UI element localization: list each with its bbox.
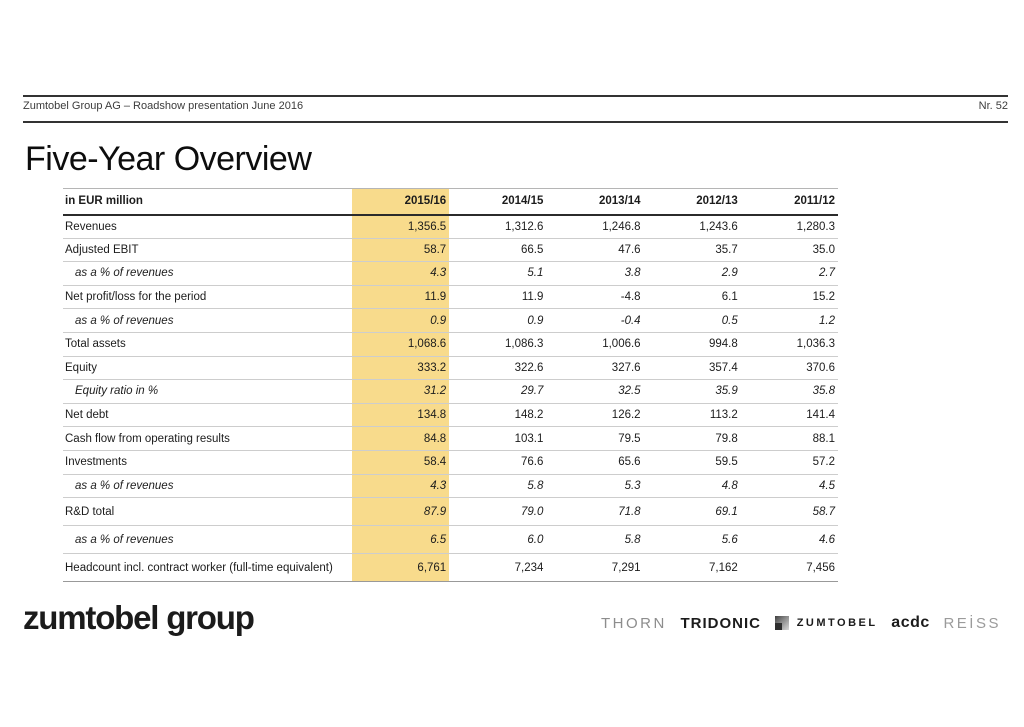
row-label: Net profit/loss for the period [63,285,352,309]
value-cell: 11.9 [449,285,546,309]
value-cell: 35.0 [741,238,838,262]
value-cell: 84.8 [352,427,449,451]
value-cell: 29.7 [449,380,546,404]
row-label: Headcount incl. contract worker (full-time equivalent) [63,554,352,582]
column-header-2012-13: 2012/13 [644,189,741,215]
value-cell: 6.5 [352,526,449,554]
value-cell: 4.5 [741,474,838,498]
row-label: as a % of revenues [63,474,352,498]
value-cell: 76.6 [449,450,546,474]
row-label: as a % of revenues [63,309,352,333]
value-cell: 5.3 [546,474,643,498]
row-label: R&D total [63,498,352,526]
value-cell: 58.7 [352,238,449,262]
value-cell: 5.8 [546,526,643,554]
value-cell: 327.6 [546,356,643,380]
value-cell: 1,006.6 [546,332,643,356]
table-row [63,403,838,427]
value-cell: 370.6 [741,356,838,380]
row-label: Investments [63,450,352,474]
table-header-row [63,189,838,215]
header-bottom-rule [23,121,1008,123]
table-row [63,474,838,498]
brand-logo-label: acdc [891,614,930,631]
value-cell: 58.4 [352,450,449,474]
table-row [63,309,838,333]
brand-logo-label: THORN [601,614,667,632]
value-cell: 88.1 [741,427,838,451]
value-cell: 7,291 [546,554,643,582]
value-cell: 1,280.3 [741,215,838,239]
slide-header [23,100,1008,112]
value-cell: 79.8 [644,427,741,451]
table-row [63,380,838,404]
value-cell: 7,234 [449,554,546,582]
value-cell: 1,243.6 [644,215,741,239]
table-row [63,262,838,286]
value-cell: 0.9 [449,309,546,333]
value-cell: 4.3 [352,262,449,286]
value-cell: 4.3 [352,474,449,498]
brand-logo-tridonic [681,615,762,632]
brand-logo-label: ZUMTOBEL [796,617,878,629]
row-label: Equity ratio in % [63,380,352,404]
value-cell: 1,086.3 [449,332,546,356]
value-cell: 11.9 [352,285,449,309]
column-header-2013-14: 2013/14 [546,189,643,215]
value-cell: 1.2 [741,309,838,333]
value-cell: 35.8 [741,380,838,404]
value-cell: 1,356.5 [352,215,449,239]
value-cell: 35.9 [644,380,741,404]
table-body [63,215,838,582]
column-header-2015-16: 2015/16 [352,189,449,215]
value-cell: 57.2 [741,450,838,474]
brand-logo-thorn [601,615,667,632]
value-cell: 4.8 [644,474,741,498]
value-cell: 126.2 [546,403,643,427]
value-cell: 113.2 [644,403,741,427]
value-cell: 6.1 [644,285,741,309]
unit-label: in EUR million [63,189,352,215]
brand-logo-acdc [891,614,929,632]
value-cell: 79.5 [546,427,643,451]
row-label: Cash flow from operating results [63,427,352,451]
value-cell: 5.1 [449,262,546,286]
brand-logo-reiss [943,615,1001,632]
row-label: as a % of revenues [63,262,352,286]
value-cell: 0.5 [644,309,741,333]
row-label: as a % of revenues [63,526,352,554]
value-cell: 2.9 [644,262,741,286]
value-cell: 994.8 [644,332,741,356]
value-cell: 148.2 [449,403,546,427]
value-cell: 6.0 [449,526,546,554]
page-title: Five-Year Overview [25,140,312,178]
table-row [63,215,838,239]
page-number: Nr. 52 [978,100,1008,112]
zumtobel-square-icon [775,616,789,630]
zumtobel-group-wordmark: zumtobel group [23,599,254,636]
value-cell: 3.8 [546,262,643,286]
value-cell: 0.9 [352,309,449,333]
value-cell: 71.8 [546,498,643,526]
table-row [63,356,838,380]
value-cell: 69.1 [644,498,741,526]
table-row [63,332,838,356]
value-cell: 322.6 [449,356,546,380]
column-header-2014-15: 2014/15 [449,189,546,215]
value-cell: -0.4 [546,309,643,333]
brand-logo-label: REİSS [943,614,1001,632]
value-cell: 6,761 [352,554,449,582]
value-cell: 31.2 [352,380,449,404]
value-cell: 134.8 [352,403,449,427]
value-cell: 58.7 [741,498,838,526]
value-cell: 5.8 [449,474,546,498]
brand-logo-label: TRIDONIC [680,614,762,632]
brand-logos-row [601,610,1001,636]
row-label: Total assets [63,332,352,356]
brand-logo-zumtobel [775,616,878,630]
row-label: Equity [63,356,352,380]
value-cell: 7,162 [644,554,741,582]
table-row [63,427,838,451]
value-cell: 7,456 [741,554,838,582]
value-cell: 5.6 [644,526,741,554]
value-cell: 66.5 [449,238,546,262]
value-cell: 15.2 [741,285,838,309]
row-label: Adjusted EBIT [63,238,352,262]
value-cell: 1,036.3 [741,332,838,356]
value-cell: 87.9 [352,498,449,526]
value-cell: 141.4 [741,403,838,427]
value-cell: 1,068.6 [352,332,449,356]
header-top-rule [23,95,1008,97]
value-cell: 32.5 [546,380,643,404]
value-cell: 1,246.8 [546,215,643,239]
table-row [63,450,838,474]
value-cell: 35.7 [644,238,741,262]
value-cell: 103.1 [449,427,546,451]
table-row [63,554,838,582]
value-cell: 59.5 [644,450,741,474]
value-cell: -4.8 [546,285,643,309]
five-year-overview-table [63,188,838,582]
header-presentation-label: Zumtobel Group AG – Roadshow presentation June 2016 [23,100,304,112]
column-header-2011-12: 2011/12 [741,189,838,215]
value-cell: 357.4 [644,356,741,380]
value-cell: 79.0 [449,498,546,526]
value-cell: 65.6 [546,450,643,474]
table-row [63,238,838,262]
value-cell: 47.6 [546,238,643,262]
value-cell: 4.6 [741,526,838,554]
table-row [63,526,838,554]
table-row [63,285,838,309]
value-cell: 2.7 [741,262,838,286]
value-cell: 1,312.6 [449,215,546,239]
table-row [63,498,838,526]
row-label: Revenues [63,215,352,239]
value-cell: 333.2 [352,356,449,380]
row-label: Net debt [63,403,352,427]
